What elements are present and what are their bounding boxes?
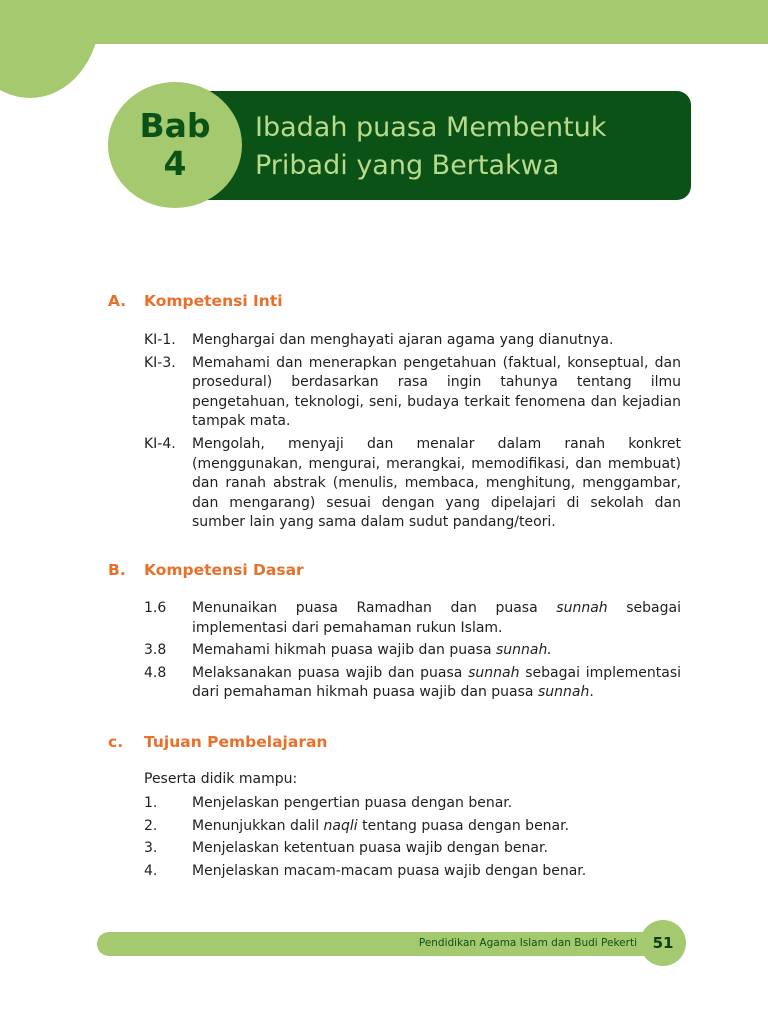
kompetensi-dasar-list [144,599,681,706]
section-b-letter: B. [108,561,126,579]
list-item-text: Memahami dan menerapkan pengetahuan (faktual, konseptual, dan prosedural) berdasarkan rasa ingin tahunya tentang ilmu pengetahuan, teknologi, seni, budaya terkait fenomena dan kejadian tampak mata. [192,354,681,430]
list-item-text: Memahami hikmah puasa wajib dan puasa sunnah. [192,642,552,659]
list-item-text: Menghargai dan menghayati ajaran agama yang dianutnya. [192,332,614,348]
chapter-number: 4 [163,144,187,183]
section-a-title: Kompetensi Inti [144,292,283,310]
top-decor-band [0,0,768,44]
list-item-number: 4.8 [144,664,167,681]
list-item-number: KI-1. [144,332,176,348]
list-item-number: 1.6 [144,600,167,616]
list-item-text: Menunjukkan dalil naqli tentang puasa dengan benar. [192,817,570,834]
list-item-number: KI-4. [144,435,176,452]
section-a-letter: A. [108,292,127,310]
section-c-letter: c. [108,733,124,751]
footer-book-title: Pendidikan Agama Islam dan Budi Pekerti [418,937,637,949]
page-number: 51 [640,920,686,966]
section-c-intro: Peserta didik mampu: [144,771,298,787]
list-item [144,794,681,814]
chapter-label: Bab [139,106,211,145]
section-b-heading [108,561,304,579]
list-item-number: 4. [144,862,158,879]
list-item [144,839,681,859]
list-item [144,331,681,351]
list-item [144,354,681,432]
list-item [144,664,681,703]
list-item [144,817,681,837]
list-item-text: Menjelaskan macam-macam puasa wajib dengan benar. [192,862,587,879]
list-item [144,862,681,882]
list-item-number: 2. [144,817,158,834]
list-item-text: Menjelaskan ketentuan puasa wajib dengan benar. [192,840,548,857]
list-item-text: Melaksanakan puasa wajib dan puasa sunnah sebagai implementasi dari pemahaman hikmah puasa wajib dan puasa sunnah. [192,664,681,701]
list-item [144,435,681,533]
list-item-number: 3.8 [144,642,167,659]
chapter-title: Ibadah puasa Membentuk Pribadi yang Bertakwa [255,112,607,181]
corner-decor-shape [0,0,100,98]
section-a-heading [108,292,283,310]
list-item-number: 1. [144,795,158,811]
list-item [144,641,681,661]
chapter-badge [108,82,242,208]
list-item-text: Mengolah, menyaji dan menalar dalam ranah konkret (menggunakan, mengurai, merangkai, memodifikasi, dan membuat) dan ranah abstrak (menulis, membaca, menghitung, menggambar, dan mengarang) sesuai dengan yang dipelajari di sekolah dan sumber lain yang sama dalam sudut pandang/teori. [192,435,681,531]
tujuan-pembelajaran-list [144,794,681,884]
section-c-title: Tujuan Pembelajaran [144,733,328,751]
list-item-text: Menunaikan puasa Ramadhan dan puasa sunnah sebagai implementasi dari pemahaman rukun Islam. [192,600,681,636]
list-item [144,599,681,638]
kompetensi-inti-list [144,331,681,536]
footer-bar [97,932,659,956]
list-item-number: KI-3. [144,354,176,371]
list-item-number: 3. [144,840,158,857]
section-b-title: Kompetensi Dasar [144,561,304,579]
list-item-text: Menjelaskan pengertian puasa dengan benar. [192,795,513,811]
section-c-heading [108,733,327,751]
